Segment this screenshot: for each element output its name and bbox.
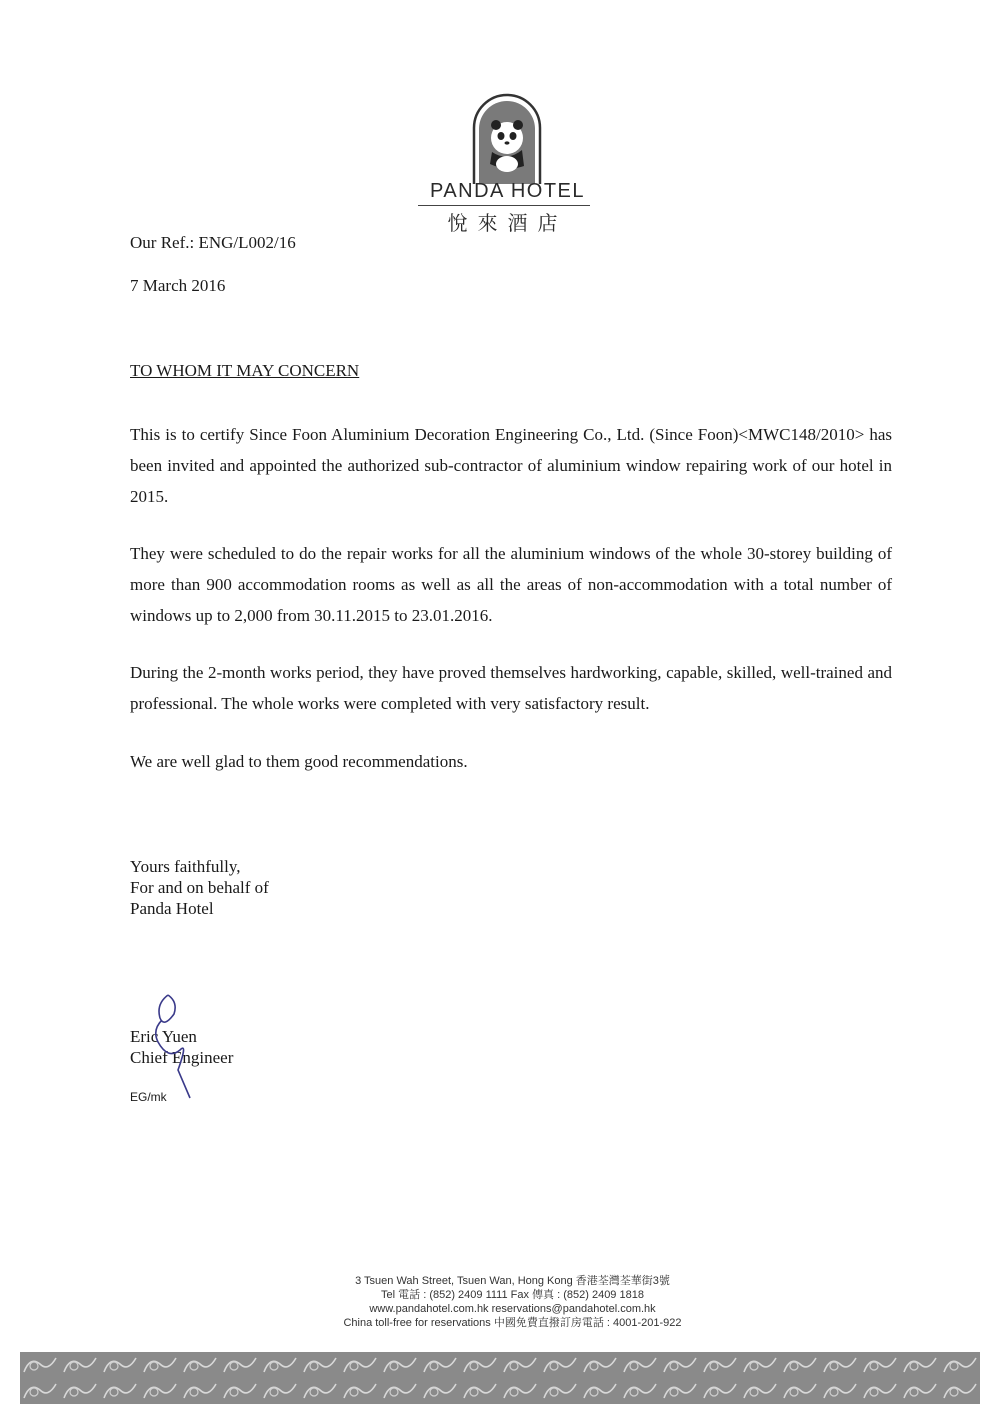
body-paragraph: They were scheduled to do the repair works for all the aluminium windows of the whole 30-storey building of more than 900 accommodation rooms as well as all the areas of non-accommodation with a total number of windows up to 2,000 from 30.11.2015 to 23.01.2016. (130, 544, 892, 625)
body-paragraph: This is to certify Since Foon Aluminium Decoration Engineering Co., Ltd. (Since Foon)<MWC148/2010> has been invited and appointed the authorized sub-contractor of aluminium window repairing work of our hotel in 2015. (130, 425, 892, 506)
letter-subject: TO WHOM IT MAY CONCERN (130, 361, 360, 380)
typist-initials: EG/mk (130, 1090, 167, 1104)
footer-phone: Tel 電話 : (852) 2409 1111 Fax 傳真 : (852) 2409 1818 (381, 1289, 644, 1301)
footer-toll-free: China toll-free for reservations 中國免費直撥訂房電話 : 4001-201-922 (343, 1317, 682, 1329)
panda-logo-icon (470, 92, 544, 184)
signatory-name: Eric Yuen (130, 1027, 197, 1046)
logo-divider (418, 205, 590, 206)
signature-icon (138, 990, 218, 1100)
footer-address: 3 Tsuen Wah Street, Tsuen Wan, Hong Kong 香港荃灣荃華街3號 (355, 1275, 670, 1287)
hotel-name: PANDA HOTEL (429, 180, 586, 202)
closing-block (130, 856, 269, 919)
footer-web: www.pandahotel.com.hk reservations@pandahotel.com.hk (369, 1303, 656, 1315)
body-paragraph: We are well glad to them good recommendations. (130, 752, 468, 771)
footer-contact (200, 1274, 825, 1330)
hotel-name-chinese: 悅來酒店 (447, 211, 568, 235)
reference-number: Our Ref.: ENG/L002/16 (130, 233, 296, 252)
body-paragraph: During the 2-month works period, they have proved themselves hardworking, capable, skilled, well-trained and professional. The whole works were completed with very satisfactory result. (130, 663, 892, 713)
decorative-band (20, 1352, 980, 1404)
signatory-title: Chief Engineer (130, 1048, 234, 1067)
closing-line: For and on behalf of (130, 878, 269, 897)
closing-line: Panda Hotel (130, 899, 214, 918)
letter-date: 7 March 2016 (130, 276, 226, 295)
closing-line: Yours faithfully, (130, 857, 241, 876)
